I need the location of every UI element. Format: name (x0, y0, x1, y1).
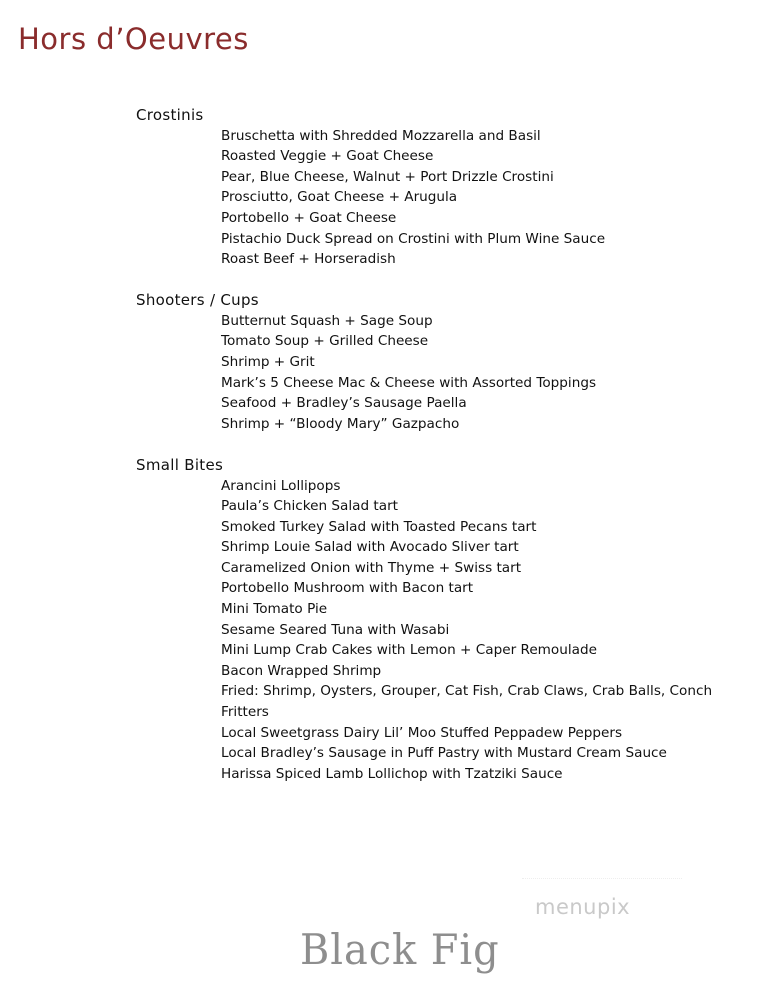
menu-item: Portobello Mushroom with Bacon tart (221, 580, 474, 597)
menu-item: Prosciutto, Goat Cheese + Arugula (221, 189, 458, 206)
item-list (136, 311, 736, 435)
menu-item: Roasted Veggie + Goat Cheese (221, 148, 434, 165)
menu-item: Bacon Wrapped Shrimp (221, 662, 382, 679)
menu-item: Sesame Seared Tuna with Wasabi (221, 621, 450, 638)
menu-item: Pear, Blue Cheese, Walnut + Port Drizzle Crostini (221, 168, 554, 185)
menu-item: Bruschetta with Shredded Mozzarella and Basil (221, 127, 541, 144)
menu-body (136, 105, 736, 805)
menu-item: Local Bradley’s Sausage in Puff Pastry with Mustard Cream Sauce (221, 745, 667, 762)
menu-item: Seafood + Bradley’s Sausage Paella (221, 395, 467, 412)
menu-item: Paula’s Chicken Salad tart (221, 498, 399, 515)
menu-item: Harissa Spiced Lamb Lollichop with Tzatziki Sauce (221, 765, 563, 782)
menu-item: Shrimp + Grit (221, 354, 315, 371)
item-list (136, 126, 736, 270)
menu-item: Pistachio Duck Spread on Crostini with Plum Wine Sauce (221, 230, 606, 247)
page-title: Hors d’Oeuvres (18, 22, 249, 56)
menu-item: Portobello + Goat Cheese (221, 209, 397, 226)
menu-item: Arancini Lollipops (221, 477, 341, 494)
section-heading: Small Bites (136, 455, 224, 474)
section-small-bites (136, 455, 736, 785)
section-heading: Crostinis (136, 106, 204, 124)
menu-item: Caramelized Onion with Thyme + Swiss tart (221, 559, 522, 576)
menu-item: Shrimp + “Bloody Mary” Gazpacho (221, 415, 460, 432)
menu-item: Smoked Turkey Salad with Toasted Pecans tart (221, 518, 537, 535)
menu-item: Butternut Squash + Sage Soup (221, 312, 433, 329)
section-heading: Shooters / Cups (136, 291, 259, 310)
menu-item: Mark’s 5 Cheese Mac & Cheese with Assorted Toppings (221, 374, 597, 391)
section-shooters-cups (136, 290, 736, 434)
watermark-tagline (522, 878, 682, 889)
menu-item: Local Sweetgrass Dairy Lil’ Moo Stuffed Peppadew Peppers (221, 724, 623, 741)
menu-item: Fried: Shrimp, Oysters, Grouper, Cat Fish, Crab Claws, Crab Balls, Conch Fritters (221, 683, 713, 721)
menu-item: Mini Tomato Pie (221, 601, 328, 618)
menu-item: Mini Lump Crab Cakes with Lemon + Caper Remoulade (221, 642, 597, 659)
item-list (136, 476, 736, 785)
menu-item: Roast Beef + Horseradish (221, 251, 396, 268)
menu-item: Tomato Soup + Grilled Cheese (221, 333, 429, 350)
section-crostinis (136, 105, 736, 270)
menupix-watermark: menupix (535, 895, 631, 919)
menu-item: Shrimp Louie Salad with Avocado Sliver tart (221, 539, 519, 556)
black-fig-logo: Black Fig (300, 925, 500, 974)
